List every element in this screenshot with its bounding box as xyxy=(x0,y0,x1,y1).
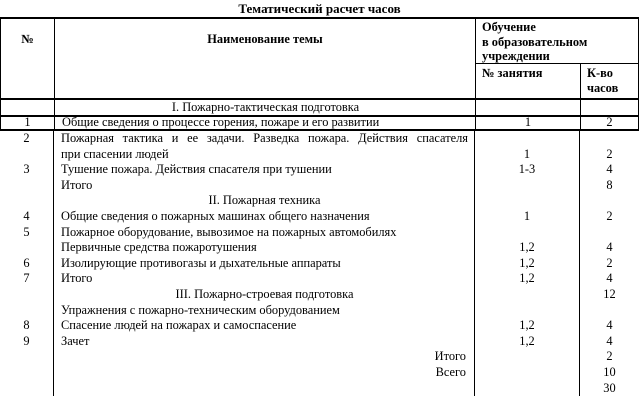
header-hours-line2: часов xyxy=(587,80,619,95)
table-row xyxy=(0,349,639,365)
table-row xyxy=(0,131,639,147)
cell-num: 8 xyxy=(0,318,54,334)
header-hours-line1: К-во xyxy=(587,66,613,80)
header-cell-num: № xyxy=(1,19,55,98)
table-row xyxy=(0,225,639,241)
header-cell-lesson: № занятия xyxy=(476,64,581,98)
cell-lesson xyxy=(475,381,580,397)
header-cell-hours xyxy=(581,64,638,98)
cell-hours: 4 xyxy=(606,318,613,333)
cell-lesson: 1 xyxy=(476,117,581,129)
cell-hours: 2 xyxy=(606,146,613,161)
cell-lesson: 1,2 xyxy=(475,240,580,256)
document-title: Тематический расчет часов xyxy=(238,1,401,16)
cell-num xyxy=(0,147,54,163)
cell-topic: Пожарная тактика и ее задачи. Разведка пожара. Действия спасателя xyxy=(54,131,475,147)
header-group-training xyxy=(476,19,638,98)
cell-hours xyxy=(581,100,638,115)
table-row xyxy=(0,303,639,319)
table-row xyxy=(0,193,639,209)
cell-num: 2 xyxy=(0,131,54,147)
table-row xyxy=(0,318,639,334)
table-row xyxy=(0,209,639,225)
table-row xyxy=(0,287,639,303)
cell-hours xyxy=(580,225,639,241)
cell-topic: Спасение людей на пожарах и самоспасение xyxy=(54,318,475,334)
cell-topic: Общие сведения о пожарных машинах общего назначения xyxy=(54,209,475,225)
cell-topic: Зачет xyxy=(54,334,475,350)
cell-num xyxy=(0,365,54,381)
table-row xyxy=(0,256,639,272)
section-title: I. Пожарно-тактическая подготовка xyxy=(55,100,476,115)
cell-num xyxy=(0,178,54,194)
header-cell-topic: Наименование темы xyxy=(55,19,476,98)
cell-lesson: 1-3 xyxy=(475,162,580,178)
cell-topic xyxy=(54,381,475,397)
cell-topic: Пожарное оборудование, вывозимое на пожарных автомобилях xyxy=(54,225,475,241)
cell-lesson: 1,2 xyxy=(475,256,580,272)
cell-hours: 30 xyxy=(603,380,616,395)
cell-num xyxy=(0,381,54,397)
table-row-1 xyxy=(0,117,639,131)
cell-hours: 8 xyxy=(606,177,613,192)
cell-lesson: 1 xyxy=(475,209,580,225)
cell-lesson: 1,2 xyxy=(475,271,580,287)
header-group-line3: учреждении xyxy=(482,49,550,63)
table-row xyxy=(0,271,639,287)
cell-topic: Упражнения с пожарно-техническим оборудованием xyxy=(54,303,475,319)
cell-lesson xyxy=(475,349,580,365)
cell-num xyxy=(0,240,54,256)
cell-hours xyxy=(580,193,639,209)
cell-num xyxy=(0,287,54,303)
cell-hours: 12 xyxy=(603,286,616,301)
cell-topic: Всего xyxy=(54,365,475,381)
table-row xyxy=(0,365,639,381)
table-row xyxy=(0,334,639,350)
cell-hours: 4 xyxy=(606,271,613,286)
cell-lesson xyxy=(475,225,580,241)
cell-topic: III. Пожарно-строевая подготовка xyxy=(54,287,475,303)
cell-num: 5 xyxy=(0,225,54,241)
table-row xyxy=(0,178,639,194)
cell-hours: 4 xyxy=(606,162,613,177)
cell-num xyxy=(1,100,55,115)
cell-hours: 2 xyxy=(606,255,613,270)
cell-topic: II. Пожарная техника xyxy=(54,193,475,209)
cell-lesson xyxy=(475,131,580,147)
header-group-line2: в образовательном xyxy=(482,34,588,49)
cell-topic: Общие сведения о процессе горения, пожаре и его развитии xyxy=(55,117,476,129)
cell-hours: 4 xyxy=(606,333,613,348)
cell-hours: 10 xyxy=(603,364,616,379)
table-row xyxy=(0,240,639,256)
cell-lesson xyxy=(475,178,580,194)
cell-topic: при спасении людей xyxy=(54,147,475,163)
cell-topic: Итого xyxy=(54,349,475,365)
cell-lesson xyxy=(475,365,580,381)
cell-topic: Первичные средства пожаротушения xyxy=(54,240,475,256)
cell-hours: 2 xyxy=(606,349,613,364)
cell-num: 9 xyxy=(0,334,54,350)
cell-hours: 4 xyxy=(606,240,613,255)
cell-topic: Изолирующие противогазы и дыхательные аппараты xyxy=(54,256,475,272)
cell-num: 3 xyxy=(0,162,54,178)
cell-num: 1 xyxy=(1,117,55,129)
cell-lesson: 1 xyxy=(475,147,580,163)
cell-topic: Тушение пожара. Действия спасателя при тушении xyxy=(54,162,475,178)
table-body xyxy=(0,131,639,396)
cell-num: 7 xyxy=(0,271,54,287)
cell-hours: 2 xyxy=(606,208,613,223)
table-row xyxy=(0,381,639,397)
cell-lesson xyxy=(476,100,581,115)
cell-lesson xyxy=(475,303,580,319)
cell-hours: 2 xyxy=(606,115,613,129)
header-group-title xyxy=(476,19,638,64)
cell-topic: Итого xyxy=(54,178,475,194)
cell-hours xyxy=(580,131,639,147)
table-header xyxy=(0,17,639,100)
cell-num: 6 xyxy=(0,256,54,272)
cell-lesson xyxy=(475,193,580,209)
cell-num xyxy=(0,349,54,365)
header-subrow xyxy=(476,64,638,98)
cell-lesson: 1,2 xyxy=(475,318,580,334)
cell-num: 4 xyxy=(0,209,54,225)
cell-topic: Итого xyxy=(54,271,475,287)
cell-hours xyxy=(580,303,639,319)
cell-num xyxy=(0,193,54,209)
cell-num xyxy=(0,303,54,319)
header-group-line1: Обучение xyxy=(482,20,536,34)
table-row xyxy=(0,147,639,163)
table-row xyxy=(0,162,639,178)
cell-lesson: 1,2 xyxy=(475,334,580,350)
cell-lesson xyxy=(475,287,580,303)
